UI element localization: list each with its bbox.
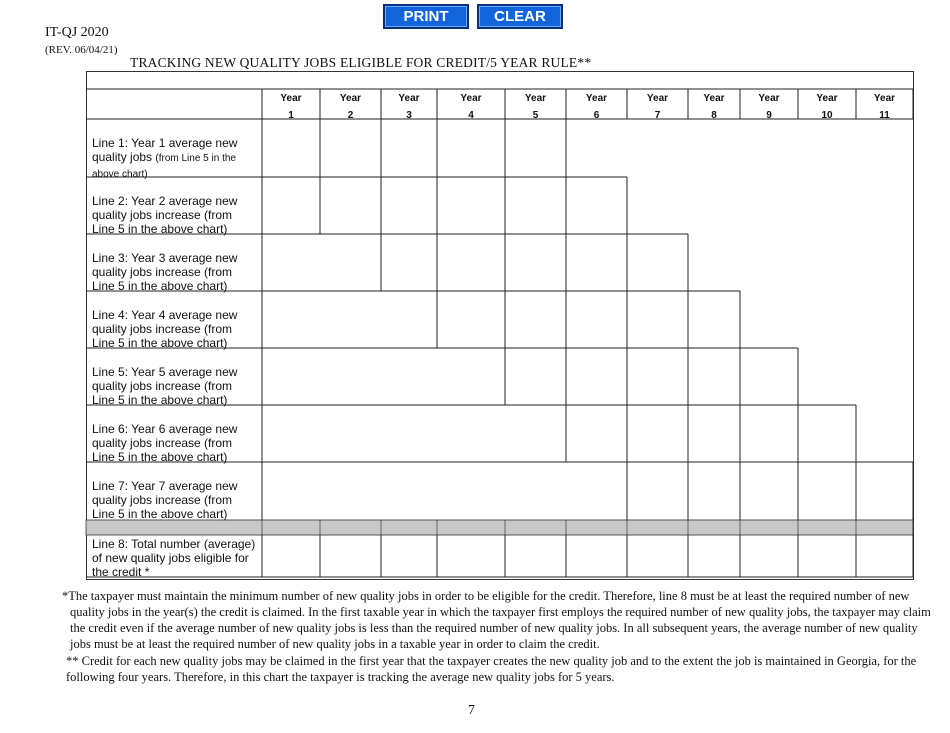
input-line-1-year-2[interactable] (321, 120, 380, 176)
year-header-label: Year (339, 93, 362, 104)
year-header-number: 3 (406, 110, 412, 121)
row-label-line-3 (92, 251, 257, 293)
input-line-6-year-10[interactable] (799, 406, 855, 461)
input-line-7-year-11[interactable] (857, 463, 912, 519)
input-line-2-year-3[interactable] (382, 178, 436, 233)
input-line-7-year-7[interactable] (628, 463, 687, 519)
row-label-line-8: Line 8: Total number (average) of new quality jobs eligible for the credit * (92, 537, 256, 579)
input-line-1-year-1[interactable] (263, 120, 319, 176)
year-header-label: Year (280, 93, 302, 104)
row-label-line-7 (92, 479, 257, 521)
input-line-8-year-3[interactable] (382, 536, 436, 576)
row-label-line-5 (92, 365, 257, 407)
input-line-6-year-7[interactable] (628, 406, 687, 461)
year-header-5 (505, 90, 566, 124)
footnote-credit-years: ** Credit for each new quality jobs may be claimed in the first year that the taxpayer creates the new quality job and to the extent the job is maintained in Georgia, for the following four years. Therefore, in this chart the taxpayer is tracking the average new quality jobs for 5 years. (66, 654, 917, 684)
input-line-4-year-8[interactable] (689, 292, 739, 347)
row-label-line-1 (92, 136, 257, 182)
year-header-7 (627, 90, 688, 124)
input-line-3-year-5[interactable] (506, 235, 565, 290)
year-header-6 (566, 90, 627, 124)
revision-date: (REV. 06/04/21) (45, 44, 118, 56)
row-label-note: (from Line 5 in the above chart) (92, 153, 236, 180)
year-header-1 (262, 90, 320, 124)
page-title: TRACKING NEW QUALITY JOBS ELIGIBLE FOR CREDIT/5 YEAR RULE** (130, 55, 592, 70)
input-line-1-year-3[interactable] (382, 120, 436, 176)
input-line-1-year-4[interactable] (438, 120, 504, 176)
input-line-8-year-10[interactable] (799, 536, 855, 576)
input-line-7-year-10[interactable] (799, 463, 855, 519)
year-header-3 (381, 90, 437, 124)
year-header-number: 4 (468, 110, 474, 121)
row-label-text: Line 4: Year 4 average new quality jobs increase (from Line 5 in the above chart) (92, 308, 238, 350)
row-label-line-6 (92, 422, 257, 464)
input-line-1-year-5[interactable] (506, 120, 565, 176)
year-header-number: 8 (711, 110, 717, 121)
shaded-separator-row (86, 520, 913, 535)
input-line-5-year-5[interactable] (506, 349, 565, 404)
input-line-2-year-2[interactable] (321, 178, 380, 233)
year-header-11 (856, 90, 913, 124)
year-header-number: 9 (766, 110, 772, 121)
year-header-label: Year (398, 93, 420, 104)
year-header-number: 1 (288, 110, 294, 121)
row-label-text: Line 1: Year 1 average new quality jobs (92, 136, 238, 164)
input-line-3-year-6[interactable] (567, 235, 626, 290)
input-line-8-year-6[interactable] (567, 536, 626, 576)
year-header-label: Year (703, 93, 725, 104)
year-header-8 (688, 90, 740, 124)
input-line-5-year-8[interactable] (689, 349, 739, 404)
input-line-2-year-4[interactable] (438, 178, 504, 233)
year-header-2 (320, 90, 381, 124)
row-label-text: Line 6: Year 6 average new quality jobs increase (from Line 5 in the above chart) (92, 422, 238, 464)
input-line-6-year-9[interactable] (741, 406, 797, 461)
year-header-10 (798, 90, 856, 124)
row-label-text: Line 5: Year 5 average new quality jobs increase (from Line 5 in the above chart) (92, 365, 238, 407)
year-header-label: Year (585, 93, 608, 104)
input-line-7-year-8[interactable] (689, 463, 739, 519)
year-header-label: Year (646, 93, 669, 104)
input-line-7-year-9[interactable] (741, 463, 797, 519)
input-line-8-year-7[interactable] (628, 536, 687, 576)
input-line-2-year-5[interactable] (506, 178, 565, 233)
input-line-3-year-4[interactable] (438, 235, 504, 290)
input-line-4-year-4[interactable] (438, 292, 504, 347)
input-line-4-year-6[interactable] (567, 292, 626, 347)
year-header-label: Year (524, 93, 547, 104)
input-line-6-year-8[interactable] (689, 406, 739, 461)
row-label-line-4 (92, 308, 257, 350)
input-line-8-year-2[interactable] (321, 536, 380, 576)
input-line-8-year-1[interactable] (263, 536, 319, 576)
footnote-minimum-jobs: *The taxpayer must maintain the minimum number of new quality jobs in order to be eligible for the credit. Therefore, line 8 must be at least the required number of new quality jobs in the year(s) the credit is claimed. In the first taxable year in which the taxpayer first employs the required number of new quality jobs, the taxpayer may claim the credit even if the average number of new quality jobs is less than the required number of new quality jobs. In all subsequent years, the average number of new quality jobs must be at least the required number of new quality jobs in a taxable year in order to claim the credit. (62, 589, 931, 651)
year-header-label: Year (873, 93, 896, 104)
year-header-9 (740, 90, 798, 124)
input-line-3-year-3[interactable] (382, 235, 436, 290)
input-line-8-year-4[interactable] (438, 536, 504, 576)
input-line-4-year-5[interactable] (506, 292, 565, 347)
year-header-4 (437, 90, 505, 124)
input-line-8-year-8[interactable] (689, 536, 739, 576)
year-header-number: 10 (821, 110, 833, 121)
year-header-label: Year (758, 93, 780, 104)
input-line-8-year-9[interactable] (741, 536, 797, 576)
year-header-label: Year (816, 93, 838, 104)
input-line-2-year-6[interactable] (567, 178, 626, 233)
input-line-4-year-7[interactable] (628, 292, 687, 347)
print-button[interactable]: PRINT (383, 4, 469, 29)
year-header-number: 6 (593, 110, 600, 121)
input-line-8-year-11[interactable] (857, 536, 912, 576)
page-number: 7 (468, 703, 475, 718)
year-header-label: Year (460, 93, 482, 104)
input-line-5-year-9[interactable] (741, 349, 797, 404)
row-label-text: Line 3: Year 3 average new quality jobs increase (from Line 5 in the above chart) (92, 251, 238, 293)
input-line-5-year-7[interactable] (628, 349, 687, 404)
input-line-8-year-5[interactable] (506, 536, 565, 576)
input-line-3-year-7[interactable] (628, 235, 687, 290)
clear-button[interactable]: CLEAR (477, 4, 563, 29)
year-header-number: 5 (532, 110, 539, 121)
year-header-number: 7 (654, 110, 661, 121)
year-header-number: 11 (879, 110, 890, 121)
year-header-number: 2 (347, 110, 354, 121)
row-label-line-2 (92, 194, 257, 236)
row-label-text: Line 2: Year 2 average new quality jobs increase (from Line 5 in the above chart) (92, 194, 238, 236)
row-label-text: Line 7: Year 7 average new quality jobs increase (from Line 5 in the above chart) (92, 479, 238, 521)
input-line-6-year-6[interactable] (567, 406, 626, 461)
form-id: IT-QJ 2020 (45, 25, 109, 40)
input-line-5-year-6[interactable] (567, 349, 626, 404)
